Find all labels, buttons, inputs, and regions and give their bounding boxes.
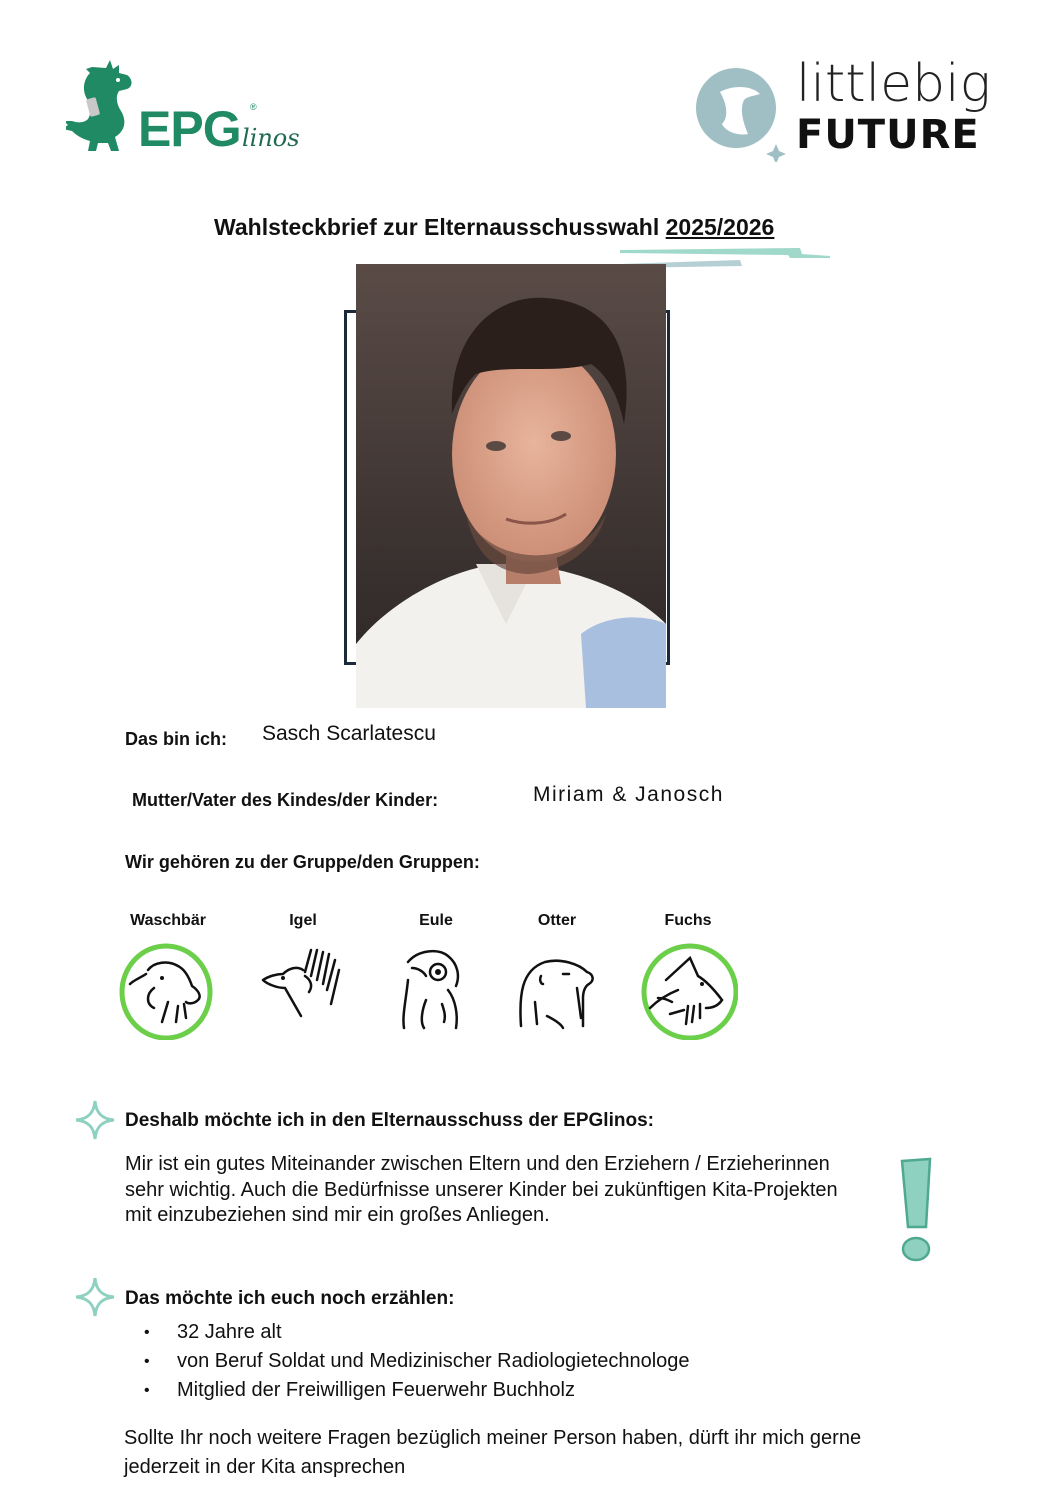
list-item: • von Beruf Soldat und Medizinischer Radiologietechnologe	[140, 1347, 690, 1376]
exclamation-icon	[896, 1155, 936, 1265]
group-name: Igel	[289, 912, 317, 929]
dragon-mascot-icon	[66, 58, 146, 163]
otter-icon	[507, 940, 607, 1040]
group-name: Eule	[419, 912, 453, 929]
page-title	[214, 214, 774, 241]
children-value: Miriam & Janosch	[533, 783, 724, 806]
group-fuchs	[633, 912, 743, 1040]
moon-seal-icon	[690, 62, 790, 162]
group-name: Fuchs	[664, 912, 712, 929]
name-value: Sasch Scarlatescu	[262, 722, 436, 745]
registered-mark: ®	[250, 102, 257, 112]
title-year: 2025/2026	[665, 214, 775, 240]
group-otter	[502, 912, 612, 1040]
owl-icon	[386, 940, 486, 1040]
group-name: Waschbär	[130, 912, 206, 929]
title-text: Wahlsteckbrief zur Elternausschusswahl	[214, 214, 660, 240]
epg-linos-logo	[66, 58, 306, 163]
list-item: • 32 Jahre alt	[140, 1318, 690, 1347]
closing-text: Sollte Ihr noch weitere Fragen bezüglich meiner Person haben, dürft ihr mich gerne jederzeit in der Kita ansprechen	[124, 1427, 862, 1478]
future-wordmark: FUTURE	[796, 112, 980, 158]
littlebig-future-logo	[690, 54, 1000, 162]
list-item: • Mitglied der Freiwilligen Feuerwehr Buchholz	[140, 1376, 690, 1405]
more-heading: Das möchte ich euch noch erzählen:	[125, 1288, 455, 1309]
epg-wordmark: EPG	[138, 101, 241, 157]
group-waschbaer	[113, 912, 223, 1040]
candidate-photo	[356, 264, 666, 708]
group-igel	[248, 912, 358, 1040]
why-heading: Deshalb möchte ich in den Elternausschuss der EPGlinos:	[125, 1110, 654, 1131]
raccoon-icon	[118, 940, 218, 1040]
group-name: Otter	[537, 912, 577, 929]
fox-icon	[638, 940, 738, 1040]
littlebig-wordmark: littlebig	[796, 54, 991, 114]
facts-list	[140, 1318, 690, 1405]
hedgehog-icon	[253, 940, 353, 1040]
parent-label: Mutter/Vater des Kindes/der Kinder:	[132, 790, 439, 810]
sparkle-icon	[74, 1276, 116, 1318]
groups-label: Wir gehören zu der Gruppe/den Gruppen:	[125, 852, 480, 872]
name-label: Das bin ich:	[125, 729, 228, 749]
sparkle-icon	[74, 1099, 116, 1141]
linos-wordmark: linos	[242, 124, 300, 152]
why-text: Mir ist ein gutes Miteinander zwischen Eltern und den Erziehern / Erzieherinnen sehr wichtig. Auch die Bedürfnisse unserer Kinder bei zukünftigen Kita-Projekten mit einzubeziehen sind mir ein großes Anliegen.	[125, 1153, 838, 1226]
group-eule	[381, 912, 491, 1040]
